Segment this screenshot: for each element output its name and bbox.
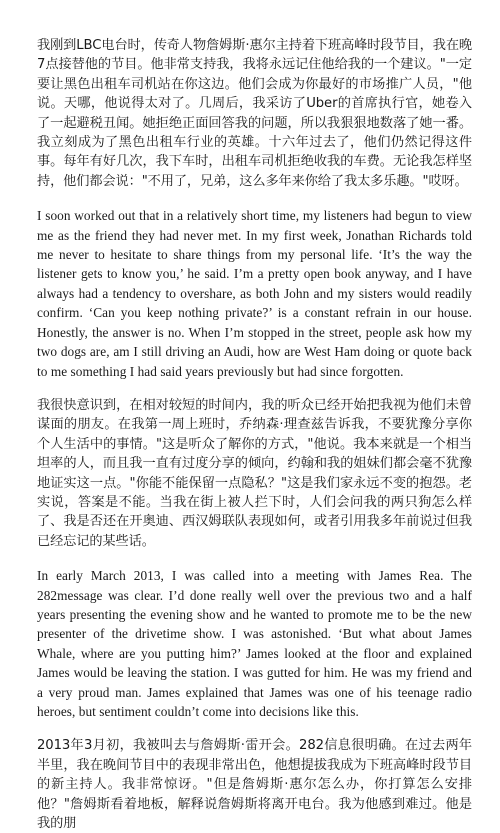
paragraph-chinese-1: 我刚到LBC电台时，传奇人物詹姆斯·惠尔主持着下班高峰时段节目，我在晚7点接替他的节目。他非常支持我，我将永远记住他给我的一个建议。"一定要让黑色出租车司机站在你这边。他们会成为你最好的市场推广人员，"他说。天哪，他说得太对了。几周后，我采访了Uber的首席执行官，她卷入了一起避税丑闻。她拒绝正面回答我的问题，所以我狠狠地数落了她一番。我立刻成为了黑色出租车行业的英雄。十六年过去了，他们仍然记得这件事。每年有好几次，我下车时，出租车司机拒绝收我的车费。无论我怎样坚持，他们都会说："不用了，兄弟，这么多年来你给了我太多乐趣。"哎呀。 bbox=[37, 38, 472, 189]
paragraph-english-1: I soon worked out that in a relatively short time, my listeners had begun to view me as the friend they had never met. In my first week, Jonathan Richards told me never to hesitate to share things from my personal life. ‘It’s the way the listener gets to know you,’ he said. I’m a pretty open book anyway, and I have always had a tendency to overshare, as both John and my sisters would readily confirm. ‘Can you keep nothing private?’ is a constant refrain in our house. Honestly, the answer is no. When I’m stopped in the street, people ask how my two dogs are, am I still driving an Audi, how are West Ham doing or quote back to me something I had said years previously but had since forgotten. bbox=[37, 208, 472, 379]
paragraph-english-2: In early March 2013, I was called into a meeting with James Rea. The 282message was clear. I’d done really well over the previous two and a half years presenting the evening show and he wanted to promote me to be the new presenter of the drivetime show. I was astonished. ‘But what about James Whale, where are you putting him?’ James looked at the floor and explained James would be leaving the station. I was gutted for him. He was my friend and a very proud man. James explained that James was one of his teenage radio heroes, but sentiment couldn’t come into decisions like this. bbox=[37, 568, 472, 719]
paragraph-chinese-2: 我很快意识到，在相对较短的时间内，我的听众已经开始把我视为他们未曾谋面的朋友。在我第一周上班时，乔纳森·理查兹告诉我，不要犹豫分享你个人生活中的事情。"这是听众了解你的方式，"他说。我本来就是一个相当坦率的人，而且我一直有过度分享的倾向，约翰和我的姐妹们都会毫不犹豫地证实这一点。"你能不能保留一点隐私？"这是我们家永远不变的抱怨。老实说，答案是不能。当我在街上被人拦下时，人们会问我的两只狗怎么样了、我是否还在开奥迪、西汉姆联队表现如何，或者引用我多年前说过但我已经忘记的某些话。 bbox=[37, 397, 472, 549]
paragraph-chinese-3: 2013年3月初，我被叫去与詹姆斯·雷开会。282信息很明确。在过去两年半里，我在晚间节目中的表现非常出色，他想提拔我成为下班高峰时段节目的新主持人。我非常惊讶。"但是詹姆斯·惠尔怎么办，你打算怎么安排他？"詹姆斯看着地板，解释说詹姆斯将离开电台。我为他感到难过。他是我的朋 bbox=[37, 738, 472, 832]
